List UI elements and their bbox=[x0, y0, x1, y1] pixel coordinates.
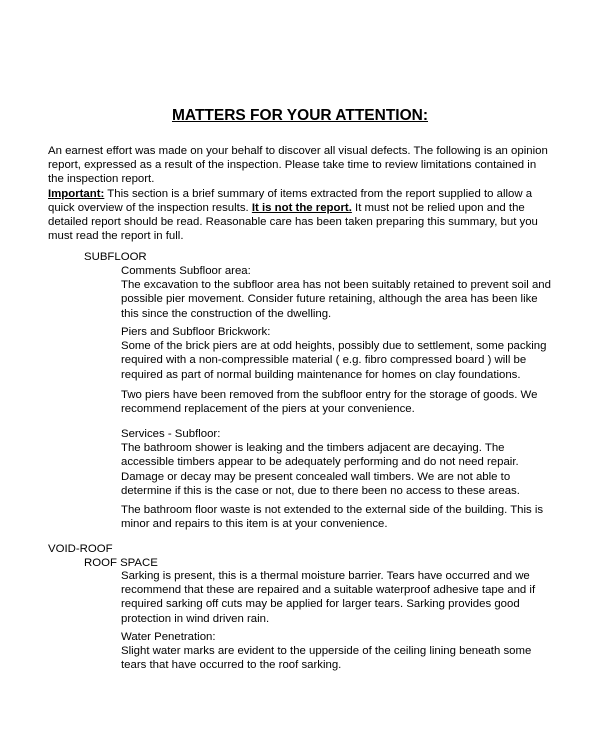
intro-line: report, expressed as a result of the inspection. Please take time to review limitations contained in bbox=[48, 159, 537, 172]
subheading: Services - Subfloor: bbox=[121, 428, 221, 440]
subfloor-heading: SUBFLOOR bbox=[84, 251, 147, 263]
sarking-paragraph: Sarking is present, this is a thermal moisture barrier. Tears have occurred and we recommend that these are repaired and a suitable waterproof adhesive tape and if required sarking off cuts may be applied for larger tears. Sarking provides good protection in wind driven rain. bbox=[121, 570, 536, 625]
not-the-report-warning: It is not the report. bbox=[251, 201, 352, 214]
important-line: quick overview of the inspection results. It is not the report. It must not be relied upon and the bbox=[48, 201, 525, 214]
important-line: must read the report in full. bbox=[48, 230, 184, 243]
void-roof-heading: VOID-ROOF bbox=[48, 543, 113, 555]
piers-removed-paragraph: Two piers have been removed from the subfloor entry for the storage of goods. We recommend replacement of the piers at your convenience. bbox=[121, 389, 538, 416]
subheading: Water Penetration: bbox=[121, 631, 216, 643]
intro-line: An earnest effort was made on your behalf to discover all visual defects. The following is an opinion bbox=[48, 145, 548, 157]
important-label: Important: bbox=[48, 187, 105, 200]
subfloor-comments: Comments Subfloor area: The excavation to the subfloor area has not been suitably retained to prevent soil and possible pier movement. Consider future retaining, although the area has been like this since the construction of the dwelling. bbox=[121, 265, 551, 320]
services-section: Services - Subfloor: The bathroom shower is leaking and the timbers adjacent are decaying. The accessible timbers appear to be adequately performing and do not need repair. Damage or decay may be present concealed wall timbers. We are not able to determine if this is the case or not, due to there been no access to these areas. bbox=[121, 428, 520, 497]
piers-section: Piers and Subfloor Brickwork: Some of the brick piers are at odd heights, possibly due to settlement, some packing required with a non-compressible material ( e.g. fibro compressed board ) will be required as part of normal building maintenance for homes on clay foundations. bbox=[121, 326, 547, 381]
subheading: Piers and Subfloor Brickwork: bbox=[121, 326, 271, 338]
intro-paragraph bbox=[48, 144, 548, 243]
page-title: MATTERS FOR YOUR ATTENTION: bbox=[171, 107, 429, 124]
important-line: Important: This section is a brief summary of items extracted from the report supplied to allow a bbox=[48, 187, 533, 200]
intro-line: the inspection report. bbox=[48, 173, 155, 186]
roof-space-heading: ROOF SPACE bbox=[84, 557, 158, 569]
floor-waste-paragraph: The bathroom floor waste is not extended to the external side of the building. This is minor and repairs to this item is at your convenience. bbox=[121, 504, 544, 531]
important-line: detailed report should be read. Reasonable care has been taken preparing this summary, but you bbox=[48, 216, 538, 229]
water-penetration-section: Water Penetration: Slight water marks are evident to the upperside of the ceiling lining beneath some tears that have occurred to the roof sarking. bbox=[121, 631, 532, 672]
subheading: Comments Subfloor area: bbox=[121, 265, 251, 277]
